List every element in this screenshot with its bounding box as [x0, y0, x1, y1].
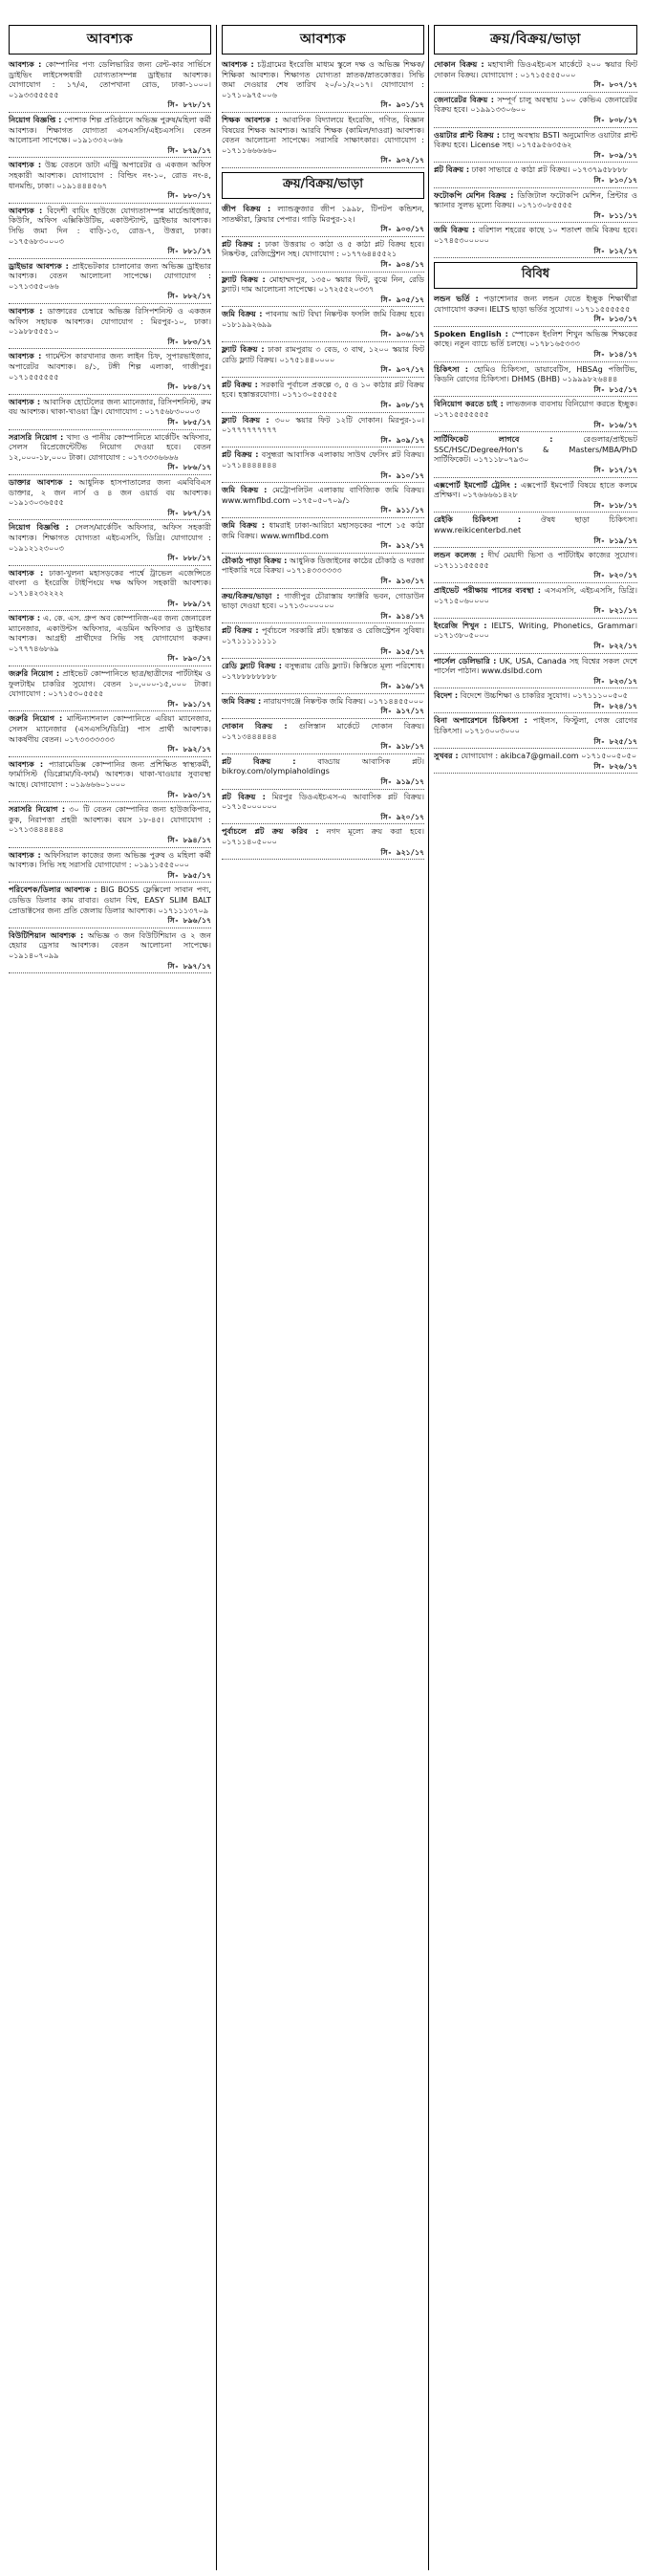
classified-ad [9, 204, 211, 259]
ad-reference-code: সি- ৮১৬/১৭ [593, 420, 637, 429]
classified-ad [222, 719, 424, 754]
ad-reference-code: সি- ৮২৫/১৭ [593, 736, 637, 746]
ad-heading: প্লট বিক্রয় : [222, 379, 258, 389]
ad-reference-code: সি- ৮১৪/১৭ [593, 350, 637, 360]
classified-ad [222, 659, 424, 694]
ad-heading: রেইকি চিকিৎসা : [434, 514, 522, 525]
classified-ad [9, 158, 211, 203]
ad-heading: পুর্বাচলে প্লট ক্রয় করিব : [222, 826, 319, 837]
ad-reference-code: সি- ৮৮৯/১৭ [167, 599, 211, 608]
ad-text: রেগুলার/প্রাইভেট SSC/HSC/Degree/Hon's & Masters/MBA/PhD সার্টিফিকেট। ০১৭১১৮০৭৯৩০ [434, 434, 637, 465]
classified-ad [222, 273, 424, 308]
classified-ad [434, 362, 637, 398]
ad-text: সম্পূর্ণ চালু অবস্থায় ১০০ কেভিএ জেনারেটর বিক্রয় হবে। ০১৯৯১৩৩০৬০০ [434, 94, 638, 115]
ad-text: দীর্ঘ মেয়াদী ভিসা ও পার্টটাইম কাজের সুযোগ। ০১৭১১১৫৫৫৫৫ [434, 550, 638, 570]
classified-ad [9, 430, 211, 475]
ad-reference-code: সি- ৮২০/১৭ [593, 571, 637, 580]
ad-reference-code: সি- ৮২১/১৭ [593, 606, 637, 616]
ad-heading: আবশ্যক : [9, 351, 42, 361]
classified-ad [434, 619, 637, 654]
ad-heading: জমি বিক্রয় : [222, 519, 266, 530]
ad-reference-code: সি- ৮৯৪/১৭ [167, 835, 211, 844]
classified-ad [9, 395, 211, 430]
ad-heading: আবশ্যক : [222, 59, 254, 69]
section-title: আবশ্যক [222, 25, 424, 55]
ad-heading: সরাসরি নিয়োগ : [9, 804, 66, 815]
ad-heading: জমি বিক্রয় : [222, 309, 263, 319]
ad-text: ঢাকা সাভারে ৫ কাঠা প্লট বিক্রয়। ০১৭৩৭৯৫৮৮৮৮ [471, 164, 628, 175]
ad-heading: আবশ্যক : [9, 205, 43, 215]
ad-reference-code: সি- ৮৮০/১৭ [167, 191, 211, 201]
ad-heading: জমি বিক্রয় : [222, 485, 268, 495]
ad-reference-code: সি- ৯০৪/১৭ [380, 259, 424, 269]
ad-text: মাল্টিন্যাশনাল কোম্পানিতে এরিয়া ম্যানেজার, সেলস ম্যানেজার (এসএসসি/ডিগ্রি) পাস প্রার্থী আবশ্যক। আকর্ষণীয় বেতন। ০১৭৩৩৩৩৩৩৩ [9, 713, 211, 744]
ad-reference-code: সি- ৮৯২/১৭ [167, 745, 211, 754]
ad-reference-code: সি- ৮১৩/১৭ [593, 315, 637, 324]
ad-reference-code: সি- ৮১০/১৭ [593, 175, 637, 185]
ad-text: ল্যান্ডক্রুজার জীপ ১৯৯৮, টিপটপ কন্ডিশন, সাতক্ষীরা, ক্লিয়ার পেপার। গাড়ি মিরপুর-১২। [222, 203, 424, 224]
classified-ad [434, 93, 637, 128]
classified-ad [434, 188, 637, 224]
ad-text: বসুন্ধরা আবাসিক এলাকায় সাউথ ফেসিং প্লট বিক্রয়। ০১৭১৪৪৪৪৪৪৪ [222, 449, 424, 469]
ad-text: আধুনিক হাসপাতালের জন্য এমবিবিএস ডাক্তার, ২ জন নার্স ও ৪ জন ওয়ার্ড বয় আবশ্যক। ০১৯১৩০৩৬৫৫৫ [9, 476, 211, 508]
classified-ad [434, 128, 637, 164]
ad-reference-code: সি- ৯০৮/১৭ [380, 401, 424, 410]
ad-heading: ড্রাইভার আবশ্যক : [9, 260, 69, 271]
classified-ad [222, 824, 424, 860]
ad-text: পাবনায় আট বিঘা নিষ্কণ্টক ফসলি জমি বিক্রয় হবে। ০১৮১৯৯২৬৯৯ [222, 309, 425, 329]
ad-reference-code: সি- ৮৮৭/১৭ [167, 508, 211, 517]
ad-heading: আবশ্যক : [9, 849, 41, 860]
ad-text: পোশাক শিল্প প্রতিষ্ঠানে অভিজ্ঞ পুরুষ/মহিলা কর্মী আবশ্যক। শিক্ষাগত যোগ্যতা এসএসসি/এইচএসসি। বেতন আলোচনা সাপেক্ষে। ০১৯১৩৩২০৬৬ [9, 114, 211, 145]
classified-ad [9, 475, 211, 520]
ad-heading: ক্রয়/বিক্রয়/ভাড়া : [222, 590, 280, 600]
classified-ad [222, 623, 424, 659]
classified-ad [9, 883, 211, 928]
ad-heading: প্রাইভেট পরীক্ষায় পাসের ব্যবস্থা : [434, 584, 542, 595]
classified-ad [434, 749, 637, 774]
ad-reference-code: সি- ৯১৭/১৭ [380, 707, 424, 716]
ad-reference-code: সি- ৯১৮/১৭ [380, 742, 424, 752]
classified-ad [9, 566, 211, 611]
classified-ad [222, 237, 424, 273]
classified-ad [434, 583, 637, 619]
ad-heading: ইংরেজি শিখুন : [434, 620, 487, 630]
ad-text: ৩০ টি বেতন কোম্পানির জন্য হাউজকিপার, কুক, নিরাপত্তা প্রহরী আবশ্যক। বয়স ১৮-৪৫। যোগাযোগ : ০১৭১৩৪৪৪৪৪৪ [9, 804, 211, 835]
classified-ad [9, 711, 211, 756]
ad-heading: দোকান বিক্রয় : [434, 59, 484, 69]
classified-ad [434, 478, 637, 513]
classified-ad [9, 802, 211, 847]
ad-text: গুলিস্তান মার্কেটে দোকান বিক্রয়। ০১৭১৩৪৪৪৪৪৪ [222, 721, 424, 741]
ad-heading: Spoken English : [434, 328, 508, 338]
ad-heading: লন্ডন ভর্তি : [434, 294, 479, 304]
ad-text: গার্মেন্টস কারখানার জন্য লাইন চিফ, সুপারভাইজার, অপারেটর আবশ্যক। ৪/১, টঙ্গী শিল্প এলাকা, গাজীপুর। ০১৭১৫৫৫৫৫৫ [9, 351, 211, 382]
ad-heading: আবশ্যক : [9, 613, 41, 623]
ad-text: পাইলস, ফিস্টুলা, গেজ রোগের চিকিৎসা। ০১৭১৩০০৩০০০ [434, 715, 638, 736]
ad-reference-code: সি- ৯০৯/১৭ [380, 435, 424, 445]
ad-text: উচ্চ বেতনে ডাটা এন্ট্রি অপারেটর ও একজন অফিস সহকারী আবশ্যক। যোগাযোগ : বিল্ডিং নং-১০, রোড নং-৪, ধানমন্ডি, ঢাকা। ০১৯১৪৪৪৫৬৭ [9, 160, 211, 190]
ad-text: ঔষধ ছাড়া চিকিৎসা। www.reikicenterbd.net [434, 514, 637, 535]
classified-ad [222, 694, 424, 719]
ad-reference-code: সি- ৯১৯/১৭ [380, 777, 424, 787]
classified-ad [222, 518, 424, 554]
ad-heading: প্লট বিক্রয় : [222, 238, 261, 249]
classified-ad [434, 688, 637, 713]
classified-ad [9, 611, 211, 666]
ad-heading: নিয়োগ বিজ্ঞপ্তি : [9, 114, 62, 124]
ad-reference-code: সি- ৯১৩/১৭ [380, 576, 424, 585]
ad-text: প্যারামেডিক্স কোম্পানির জন্য প্রশিক্ষিত স্বাস্থ্যকর্মী, ফার্মাসিস্ট (ডিপ্লোমা/বি-ফার্ম) আবশ্যক। থাকা-খাওয়ার সুব্যবস্থা আছে। যোগাযোগ : ০১৯৬৬৬০১০০০ [9, 758, 211, 789]
ad-text: চট্টগ্রামের ইংরেজি মাধ্যম স্কুলে দক্ষ ও অভিজ্ঞ শিক্ষক/শিক্ষিকা আবশ্যক। শিক্ষাগত যোগ্যতা স্নাতক/স্নাতকোত্তর। সিভি জমা দেওয়ার শেষ তারিখ ২০/০১/২০১৭। যোগাযোগ : ০১৭১০৯৭৫০০৬ [222, 59, 424, 99]
ad-heading: জমি বিক্রয় : [434, 225, 476, 235]
ad-reference-code: সি- ৮২৩/১৭ [593, 676, 637, 686]
ad-heading: লন্ডন কলেজ : [434, 550, 484, 560]
ad-text: এসএসসি, এইচএসসি, ডিগ্রি। ০১৭১৫০৬০০০০ [434, 584, 637, 605]
ad-reference-code: সি- ৯২০/১৭ [380, 812, 424, 821]
ad-reference-code: সি- ৮১২/১৭ [593, 246, 637, 255]
ad-heading: জমি বিক্রয় : [222, 695, 262, 706]
classified-ad [9, 57, 211, 113]
column-1-content [4, 25, 216, 973]
classified-ad [222, 754, 424, 790]
ad-heading: জীপ বিক্রয় : [222, 203, 271, 213]
ad-reference-code: সি- ৮৭৮/১৭ [167, 100, 211, 110]
ad-reference-code: সি- ৮০৯/১৭ [593, 150, 637, 160]
ad-heading: প্লট বিক্রয় : [222, 625, 259, 636]
ad-reference-code: সি- ৯০৭/১৭ [380, 365, 424, 375]
ad-heading: আবশ্যক : [9, 59, 42, 69]
ad-text: মেট্রোপলিটন এলাকায় বাণিজ্যিক জমি বিক্রয়। www.wmflbd.com ০১৭৫০৫০৭০৯/১ [222, 485, 424, 505]
ad-text: ঢাকা রামপুরায় ৩ বেড, ৩ বাথ, ১২০০ স্কয়ার ফিট রেডি ফ্ল্যাট বিক্রয়। ০১৭৫১৪৪০০০০ [222, 344, 425, 364]
ad-text: BIG BOSS ফ্লেক্সিলো সাবান পণ্য, ডেভিড ডিলার কাম রাবার। ওয়ান বিশ্ব, EASY SLIM BALT প্রোডাক্টসের জন্য প্রতি জেলায় ডিলার আবশ্যক। ০১৭১১১৩৭০৯ [9, 884, 212, 915]
classified-ad [9, 349, 211, 394]
classified-ad [222, 483, 424, 518]
ad-text: সেলস/মার্কেটিং অফিসার, অফিস সহকারী আবশ্যক। শিক্ষাগত যোগ্যতা এইচএসসি, ডিগ্রি। যোগাযোগ : ০১৯১২১২৩০০৩ [9, 522, 211, 553]
classified-ad [434, 57, 637, 93]
classified-ad [9, 928, 211, 973]
ad-heading: জেনারেটর বিক্রয় : [434, 94, 495, 104]
ad-heading: আবশ্যক : [9, 567, 44, 578]
ad-reference-code: সি- ৮০৭/১৭ [593, 80, 637, 90]
ad-heading: জরুরি নিয়োগ : [9, 668, 60, 679]
ad-heading: জরুরি নিয়োগ : [9, 713, 63, 724]
classified-ad [222, 413, 424, 448]
classified-ad [434, 397, 637, 432]
ad-reference-code: সি- ৮৮৩/১৭ [167, 337, 211, 346]
ad-text: আবাসিক বিদ্যালয়ে ইংরেজি, গণিত, বিজ্ঞান বিষয়ের শিক্ষক আবশ্যক। আরবি শিক্ষক (কামিল/দাওরা) আবশ্যক। বেতন আলোচনা সাপেক্ষে। সরাসরি সাক্ষাৎকার। যোগাযোগ : ০১৭১১৬৬৬৬৬০ [222, 114, 424, 155]
ad-heading: ডাক্তার আবশ্যক : [9, 476, 73, 487]
classified-ad [222, 307, 424, 342]
ad-text: মিরপুর ডিওএইচএস-এ আবাসিক প্লট বিক্রয়। ০১৭১৫০০০০০০ [222, 791, 424, 812]
ad-text: অফিসিয়াল কাজের জন্য অভিজ্ঞ পুরুষ ও মহিলা কর্মী আবশ্যক। সিভি সহ সরাসরি যোগাযোগ : ০১৯১১৫৫৫০০০ [9, 849, 211, 870]
ad-text: এক্সপোর্ট ইমপোর্ট বিষয়ে হাতে কলমে প্রশিক্ষণ। ০১৭৬৬৬৬১৪২৮ [434, 479, 637, 500]
ad-heading: শিক্ষক আবশ্যক : [222, 114, 279, 124]
ad-heading: প্লট বিক্রয় : [222, 449, 259, 460]
ad-text: মোহাম্মদপুর, ১৩৫০ স্কয়ার ফিট, বুঝে নিন, রেডি ফ্ল্যাট। দাম আলোচনা সাপেক্ষে। ০১৭২৫৫২০৩৩৭ [222, 273, 424, 295]
ad-reference-code: সি- ৮০৮/১৭ [593, 115, 637, 124]
ad-text: বাড্ডায় আবাসিক প্লট। bikroy.com/olympiaholdings [222, 755, 424, 776]
sub-section-title: বিবিধ [434, 262, 637, 289]
ad-heading: পরিবেশক/ডিলার আবশ্যক : [9, 884, 97, 895]
ad-text: পড়াশোনার জন্য লন্ডন যেতে ইচ্ছুক শিক্ষার্থীরা যোগাযোগ করুন। IELTS ছাড়া ভর্তির সুযোগ। ০১৭১১৫৫৫৫৫৫ [434, 294, 637, 314]
classified-ad [434, 223, 637, 258]
ad-heading: বিউটিশিয়ান আবশ্যক : [9, 929, 84, 940]
classified-ad [222, 790, 424, 825]
section-title: ক্রয়/বিক্রয়/ভাড়া [434, 25, 637, 55]
ad-text: অভিজ্ঞ ৩ জন বিউটিশিয়ান ও ২ জন হেয়ার ড্রেসার আবশ্যক। বেতন আলোচনা সাপেক্ষে। ০১৯১৪০৭০৯৯ [9, 929, 211, 960]
ad-reference-code: সি- ৮৮২/১৭ [167, 292, 211, 301]
ad-text: ডাক্তারের চেম্বারে অভিজ্ঞ রিসিপশনিস্ট ও একজন অফিস সহায়ক আবশ্যক। যোগাযোগ : মিরপুর-১০, ঢাকা। ০১৯৮৮৫৫৫১০ [9, 306, 211, 337]
classified-ad [222, 589, 424, 624]
ad-reference-code: সি- ৯১৪/১৭ [380, 611, 424, 621]
ad-text: লাভজনক ব্যবসায় বিনিয়োগ করতে ইচ্ছুক। ০১৭১৫৫৫৫৫৫৫ [434, 399, 638, 420]
ad-text: ধামরাই ঢাকা-আরিচা মহাসড়কের পাশে ১৫ কাঠা জমি বিক্রয়। www.wmflbd.com [222, 519, 425, 540]
ad-reference-code: সি- ৯১৬/১৭ [380, 682, 424, 691]
ad-text: UK, USA, Canada সহ বিশ্বের সকল দেশে পার্সেল পাঠান। www.dslbd.com [434, 655, 637, 676]
classified-ad [434, 654, 637, 689]
ad-heading: বিদেশ : [434, 690, 459, 701]
ad-reference-code: সি- ৮৯১/১৭ [167, 699, 211, 709]
ad-heading: দোকান বিক্রয় : [222, 721, 288, 731]
section-title: আবশ্যক [9, 25, 211, 55]
ad-reference-code: সি- ৮৭৯/১৭ [167, 145, 211, 155]
classified-ad [222, 57, 424, 113]
classified-ad [434, 513, 637, 548]
ad-reference-code: সি- ৮৯৫/১৭ [167, 870, 211, 880]
ad-text: নারায়ণগঞ্জে নিষ্কণ্টক জমি বিক্রয়। ০১৭১৪৪৫৫০০০ [263, 695, 424, 706]
classified-ad [434, 432, 637, 477]
ad-reference-code: সি- ৮১৮/১৭ [593, 500, 637, 510]
ad-reference-code: সি- ৮৯৩/১৭ [167, 790, 211, 799]
ad-heading: চিকিৎসা : [434, 363, 469, 374]
column-2 [216, 25, 429, 2570]
classified-ad [434, 292, 637, 327]
ad-text: ৩০০ স্কয়ার ফিট ১২টি দোকান। মিরপুর-১০। ০১৭৭৭৭৭৭৭৭৭ [222, 414, 424, 435]
ad-heading: আবশ্যক : [9, 396, 41, 406]
ad-heading: ফ্ল্যাট বিক্রয় : [222, 414, 269, 425]
classified-ad [222, 202, 424, 237]
ad-text: হোমিও চিকিৎসা, ডায়াবেটিস, HBSAg পজিটিভ, কিডনি রোগের চিকিৎসা। DHMS (BHB) ০১৯৯৯৮২৬৪৪৪ [434, 363, 637, 384]
ad-text: বরিশাল শহরের কাছে ১০ শতাংশ জমি বিক্রয় হবে। ০১৭৪৫৩০০০০০ [434, 225, 638, 245]
ad-heading: সার্টিফিকেট লাগবে : [434, 434, 553, 445]
ad-text: আধুনিক ডিজাইনের কাঠের চৌকাঠ ও দরজা পাইকারি দরে বিক্রয়। ০১৭১৪৩৩৩৩৩৩ [222, 555, 424, 576]
ad-text: বিদেশে উচ্চশিক্ষা ও চাকরির সুযোগ। ০১৭১১১০০৫০৫ [460, 690, 628, 701]
ad-heading: পার্সেল ডেলিভারি : [434, 655, 497, 666]
ad-reference-code: সি- ৮১৭/১৭ [593, 466, 637, 474]
classified-ad [222, 554, 424, 589]
ad-reference-code: সি- ৮৯৭/১৭ [167, 961, 211, 971]
ad-reference-code: সি- ৯০১/১৭ [380, 100, 424, 110]
ad-reference-code: সি- ৯১৫/১৭ [380, 646, 424, 656]
ad-heading: চৌকাঠ পাড়া বিক্রয় : [222, 555, 288, 565]
ad-text: নগদ মূল্যে ক্রয় করা হবে। ০১৭১১৪০৫০০০ [222, 826, 424, 846]
ad-reference-code: সি- ৮১৯/১৭ [593, 535, 637, 545]
ad-heading: আবশ্যক : [9, 160, 42, 170]
classified-ad [9, 520, 211, 565]
ad-heading: ফ্ল্যাট বিক্রয় : [222, 344, 265, 355]
ad-reference-code: সি- ৮৮১/১৭ [167, 247, 211, 256]
column-3 [428, 25, 642, 2570]
ad-text: ঢাকা-খুলনা মহাসড়কের পার্শ্বে ট্রাভেল এজেন্সিতে বাংলা ও ইংরেজি টাইপিংয়ে দক্ষ অফিস সহকারী আবশ্যক। ০১৭১৪২৩২২২২ [9, 567, 211, 598]
ad-reference-code: সি- ৮২৬/১৭ [593, 761, 637, 771]
ad-reference-code: সি- ৯১০/১৭ [380, 470, 424, 480]
ad-heading: সরাসরি নিয়োগ : [9, 431, 64, 442]
ad-text: যোগাযোগ : akibca7@gmail.com ০১৭১৫০০৫০৫০ [461, 751, 637, 761]
ad-text: IELTS, Writing, Phonetics, Grammar। ০১৭১৩৮০৫০০০ [434, 620, 637, 641]
ad-reference-code: সি- ৯১১/১৭ [380, 506, 424, 515]
classified-page [4, 8, 641, 2570]
classified-ad [222, 448, 424, 483]
ad-text: সরকারি পূর্বাচল প্রকল্পে ৩, ৫ ও ১০ কাঠার প্লট বিক্রয় হবে। হস্তান্তরযোগ্য। ০১৭১৩০৫৫৫৫৫ [222, 379, 424, 400]
ad-reference-code: সি- ৮১১/১৭ [593, 210, 637, 220]
ad-heading: ওয়াটার প্লান্ট বিক্রয় : [434, 129, 500, 140]
ad-heading: সুখবর : [434, 751, 459, 761]
ad-reference-code: সি- ৯০৩/১৭ [380, 225, 424, 234]
ad-reference-code: সি- ৮৯৬/১৭ [167, 916, 211, 926]
ad-heading: রেডি ফ্ল্যাট বিক্রয় : [222, 661, 282, 671]
ad-text: চালু অবস্থায় BSTI অনুমোদিত ওয়াটার প্লান্ট বিক্রয় হবে। License সহ। ০১৭৫৯৫৬৩৫৬২ [434, 129, 637, 150]
ad-heading: প্লট বিক্রয় : [222, 791, 266, 801]
ad-text: এ. কে. এস. গ্রুপ অব কোম্পানিজ-এর জন্য জেনারেল ম্যানেজার, একাউন্টস অফিসার, এডমিন অফিসার ও ড্রাইভার আবশ্যক। আগ্রহী প্রার্থীদের সিভি সহ যোগাযোগ করুন। ০১৭৭৭৪৬৮৬৯ [9, 613, 211, 653]
sub-section-title: ক্রয়/বিক্রয়/ভাড়া [222, 172, 424, 199]
ad-reference-code: সি- ৮৮৮/১৭ [167, 554, 211, 563]
ad-reference-code: সি- ৯০৫/১৭ [380, 295, 424, 304]
classified-ad [9, 304, 211, 349]
ad-text: আবাসিক হোটেলের জন্য ম্যানেজার, রিসিপশনিস্ট, রুম বয় আবশ্যক। থাকা-খাওয়া ফ্রি। যোগাযোগ : ০১৭৫৬৮৩০০০৩ [9, 396, 211, 417]
ad-text: স্পোকেন ইংলিশ শিখুন অভিজ্ঞ শিক্ষকের কাছে। নতুন ব্যাচে ভর্তি চলছে। ০১৭৮১৬৫৩৩৩ [434, 328, 637, 349]
ad-text: মহাখালী ডিওএইচএস মার্কেটে ২০০ স্কয়ার ফিট দোকান বিক্রয়। যোগাযোগ : ০১৭১৫৫৫৫০০০ [434, 59, 637, 79]
ad-text: পূর্বাচলে সরকারি প্লট। হস্তান্তর ও রেজিস্ট্রেশন সুবিধা। ০১৭১১১১১১১১ [222, 625, 424, 645]
ad-reference-code: সি- ৮৮৪/১৭ [167, 382, 211, 392]
classified-ad [9, 113, 211, 158]
ad-text: প্রাইভেটকার চালানোর জন্য অভিজ্ঞ ড্রাইভার আবশ্যক। বেতন আলোচনা সাপেক্ষে। যোগাযোগ : ০১৭১৩৫৫০৬৬ [9, 260, 211, 291]
classified-ad [222, 113, 424, 168]
column-2-content [217, 25, 429, 860]
ad-reference-code: সি- ৮৯০/১৭ [167, 654, 211, 664]
ad-heading: এক্সপোর্ট ইমপোর্ট ট্রেনিং : [434, 479, 518, 490]
ad-reference-code: সি- ৯০২/১৭ [380, 156, 424, 165]
classified-ad [9, 666, 211, 711]
ad-heading: আবশ্যক : [9, 306, 43, 317]
ad-heading: প্লট বিক্রয় : [222, 755, 296, 766]
ad-text: খাদ্য ও পানীয় কোম্পানিতে মার্কেটিং অফিসার, সেলস রিপ্রেজেন্টেটিভ নিয়োগ দেওয়া হবে। বেতন ১২,০০০-১৮,০০০ টাকা। যোগাযোগ : ০১৭৩৩৩৬৬৬৬ [9, 431, 212, 462]
ad-reference-code: সি- ৯২১/১৭ [380, 847, 424, 857]
ad-reference-code: সি- ৯০৬/১৭ [380, 330, 424, 339]
ad-reference-code: সি- ৮২৪/১৭ [593, 701, 637, 710]
classified-ad [434, 713, 637, 749]
ad-text: ডিজিটাল ফটোকপি মেশিন, প্রিন্টার ও স্ক্যানার সুলভ মূল্যে বিক্রয়। ০১৭১৩০৮৫৫৫৫ [434, 189, 638, 210]
column-1 [4, 25, 216, 2570]
ad-reference-code: সি- ৮১৫/১৭ [593, 384, 637, 394]
classified-ad [222, 342, 424, 378]
ad-heading: ফটোকপি মেশিন বিক্রয় : [434, 189, 514, 200]
ad-heading: ফ্ল্যাট বিক্রয় : [222, 273, 266, 284]
ad-reference-code: সি- ৮৮৫/১৭ [167, 418, 211, 426]
classified-ad [434, 548, 637, 583]
ad-heading: প্লট বিক্রয় : [434, 164, 470, 175]
ad-heading: নিয়োগ বিজ্ঞপ্তি : [9, 522, 69, 533]
ad-text: গাজীপুর চৌরাস্তায় ফ্যাক্টরি ভবন, গোডাউন ভাড়া দেওয়া হবে। ০১৭১৩০০০০০০ [222, 590, 424, 611]
ad-text: বিদেশী বায়িং হাউজে যোগ্যতাসম্পন্ন মার্চেন্ডাইজার, কিউসি, অফিস এক্সিকিউটিভ, একাউন্ট্যান্ট, ড্রাইভার আবশ্যক। সিভি জমা দিন : বাড়ি-১৩, রোড-৭, উত্তরা, ঢাকা। ০১৭৫৬৮৩০০০৩ [9, 205, 211, 246]
ad-text: কোম্পানির পণ্য ডেলিভারির জন্য রেন্ট-কার সার্ভিসে ড্রাইভিং লাইসেন্সধারী যোগ্যতাসম্পন্ন ড্রাইভার আবশ্যক। যোগাযোগ : ১৭/এ, তোপখানা রোড, ঢাকা-১০০০। ০১৯৩৩৫৫৫৫৫ [9, 59, 211, 99]
ad-reference-code: সি- ৯১২/১৭ [380, 541, 424, 551]
classified-ad [9, 259, 211, 304]
ad-heading: আবশ্যক : [9, 758, 44, 769]
classified-ad [9, 848, 211, 884]
classified-ad [434, 327, 637, 362]
ad-text: প্রাইভেট কোম্পানিতে ছাত্র/ছাত্রীদের পার্টটাইম ও ফুলটাইম চাকরির সুযোগ। বেতন ১০,০০০-১৫,০০০ টাকা। যোগাযোগ : ০১৭১৫৩০৫৫৫৫ [9, 668, 211, 699]
ad-reference-code: সি- ৮৮৬/১৭ [167, 463, 211, 472]
classified-ad [9, 757, 211, 802]
ad-reference-code: সি- ৮২২/১৭ [593, 641, 637, 650]
ad-heading: বিনা অপারেশনে চিকিৎসা : [434, 715, 527, 726]
classified-ad [222, 378, 424, 413]
ad-heading: বিনিয়োগ করতে চাই : [434, 399, 504, 409]
classified-ad [434, 163, 637, 187]
column-3-content [429, 25, 642, 774]
ad-text: ঢাকা উত্তরায় ৩ কাঠা ও ৫ কাঠা প্লট বিক্রয় হবে। নিষ্কণ্টক, রেজিস্ট্রেশন সহ। যোগাযোগ : ০১৭৭৬৪৪৫৫২১ [222, 238, 425, 259]
ad-text: বসুন্ধরায় রেডি ফ্ল্যাট। কিস্তিতে মূল্য পরিশোধ। ০১৭৮৮৮৮৮৮৮৮ [222, 661, 424, 681]
